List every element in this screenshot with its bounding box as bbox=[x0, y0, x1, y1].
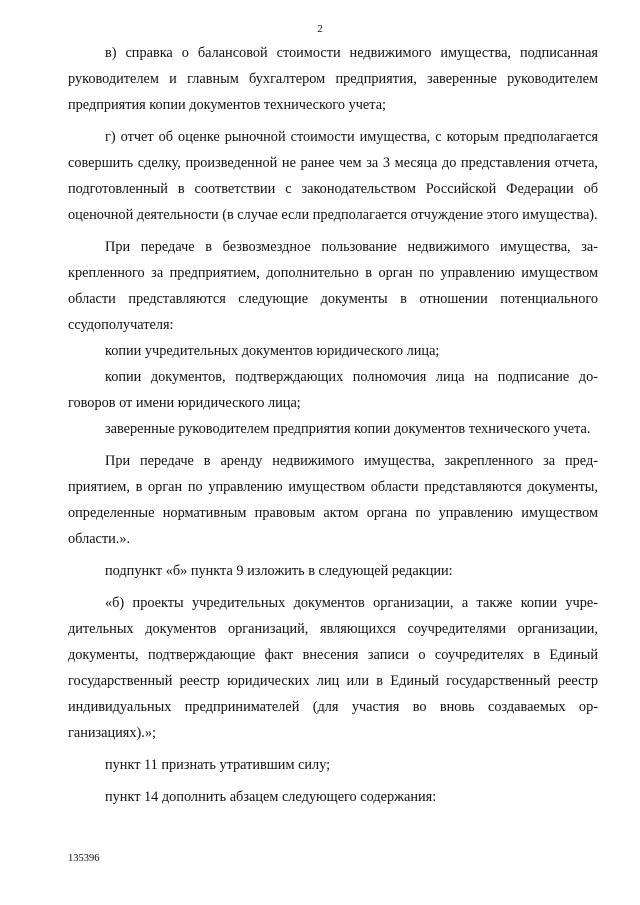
paragraph-subitem-b-text: «б) проекты учредительных документов организации, а также копии учредительных документов организаций, являющихся соучредителями организации, документы, подтверждающие факт внесения записи о соучредителях в Единый государственный реестр юридических лиц или в Единый государственный реестр индивидуальных предпринимателей (для участия во вновь создаваемых организациях).»; bbox=[68, 595, 598, 741]
paragraph-authority-documents-copies: копии документов, подтверждающих полномочия лица на подписание договоров от имени юридического лица; bbox=[68, 369, 598, 411]
paragraph-balance-certificate: в) справка о балансовой стоимости недвижимого имущества, подписанная руководителем и главным бухгалтером предприятия, заверенные руководителем предприятия копии документов технического учета; bbox=[68, 45, 598, 113]
paragraph-lease-transfer: При передаче в аренду недвижимого имущества, закрепленного за предприятием, в орган по управлению имуществом области представляются документы, определенные нормативным правовым актом органа по управлению имуществом области.». bbox=[68, 453, 598, 547]
paragraph-item-14-addition: пункт 14 дополнить абзацем следующего содержания: bbox=[105, 789, 437, 805]
paragraph-market-valuation-report: г) отчет об оценке рыночной стоимости имущества, с которым предполагается совершить сделку, произведенной не ранее чем за 3 месяца до представления отчета, подготовленный в соответствии с законодательством Российской Федерации об оценочной деятельности (в случае если предполагается отчуждение этого имущества). bbox=[68, 129, 598, 223]
document-code: 135396 bbox=[68, 853, 100, 864]
page-number: 2 bbox=[317, 23, 323, 35]
document-body bbox=[68, 40, 598, 810]
paragraph-subitem-b-amendment: подпункт «б» пункта 9 изложить в следующей редакции: bbox=[105, 563, 453, 579]
paragraph-item-11-repeal: пункт 11 признать утратившим силу; bbox=[105, 757, 331, 773]
paragraph-free-use-transfer: При передаче в безвозмездное пользование недвижимого имущества, закрепленного за предприятием, дополнительно в орган по управлению имуществом области представляются следующие документы в отношении потенциального ссудополучателя: bbox=[68, 239, 598, 333]
paragraph-founding-documents-copies: копии учредительных документов юридического лица; bbox=[105, 343, 440, 359]
paragraph-technical-documents: заверенные руководителем предприятия копии документов технического учета. bbox=[105, 421, 591, 437]
